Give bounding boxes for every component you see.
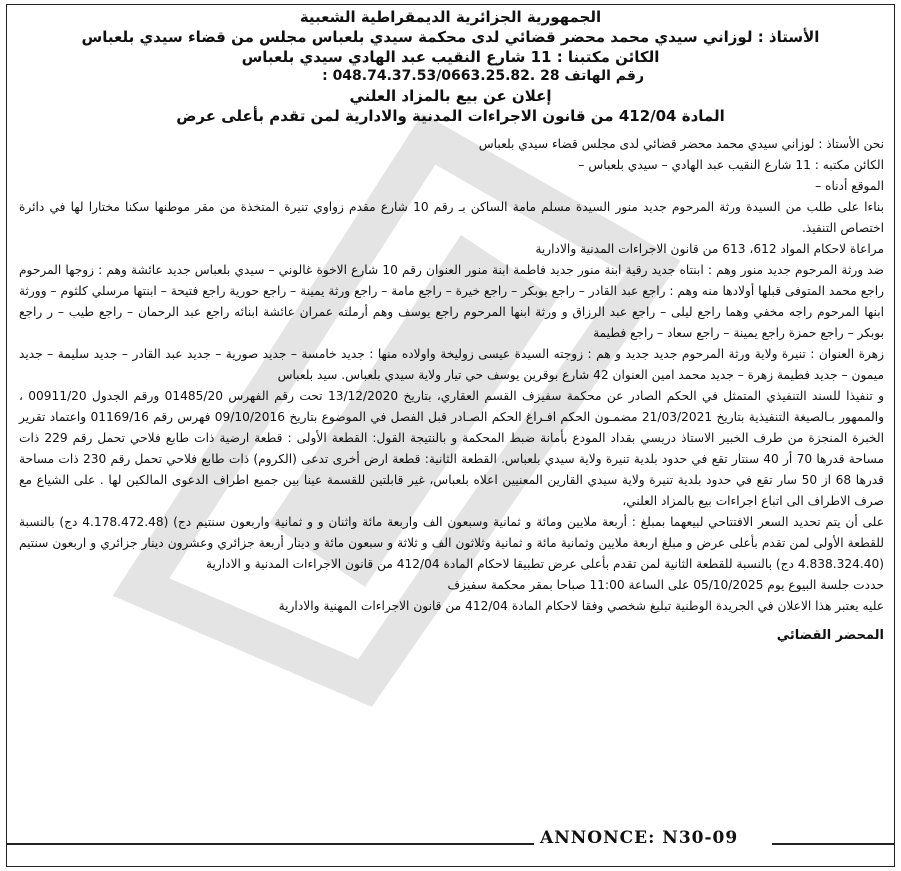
signature: المحضر القضائي [776, 627, 884, 643]
body-paragraph: حددت جلسة البيوع يوم 05/10/2025 على الساعة 11:00 صباحا بمقر محكمة سفيزف [447, 577, 884, 592]
body-paragraph: زهرة العنوان : تنيرة ولاية ورثة المرحوم جديد جديد و هم : زوجته السيدة عيسى زوليخة واولاده منها : جديد خامسة – جديد صورية – جديد عبد القادر – جديد سليمة – جديد ميمون – جديد فطيمة زهرة – جديد محمد امين العنوان 42 شارع بوقرين يوسف حي تيار ولاية سيدي بلعباس. سيد بلعباس [19, 347, 884, 383]
footer-rule-right [772, 843, 895, 845]
notice-title: إعلان عن بيع بالمزاد العلني [349, 87, 552, 106]
footer-rule-left [6, 843, 534, 845]
body-paragraph: عليه يعتبر هذا الاعلان في الجريدة الوطنية تبليغ شخصي وفقا لاحكام المادة 412/04 من قانون الاجراءات المهنية والادارية [278, 598, 884, 613]
office-address: الكائن مكتبنا : 11 شارع النقيب عبد الهادي سيدي بلعباس [241, 48, 660, 67]
body-paragraph: و تنفيذا للسند التنفيذي المتمثل في الحكم الصادر عن محكمة سفيزف القسم العقاري، بتاريخ 13/12/2020 تحت رقم الفهرس 01485/20 ورقم الجدول 00911/20 ، والممهور بـالصيغة التنفيذية بتاريخ 21/03/2021 مضمـون الحكم افـراغ الحكم الصـادر قبل الفصل في الموضوع بتاريخ 09/10/2016 فهرس رقم 01169/16 واعتماد تقرير الخبرة المنجزة من طرف الخبير الاستاذ دريسي بقداد المودع بأمانة ضبط المحكمة و بالنتيجة القول: القطعة الأولى : قطعة ارضية ذات طابع فلاحي تحمل رقم 229 ذات مساحة قدرها 70 أر 40 سنتار تقع في حدود بلدية تنيرة ولاية سيدي بلعباس. القطعة الثانية: قطعة ارض أخرى تدعى (الكروم) ذات طابع فلاحي تحمل رقم 230 ذات مساحة قدرها 68 از 50 سار تقع في حدود بلدية تنيرة ولاية سيدي القارين المعنيين اعلاه بلعباس، غير قابلتين للقسمة عينا بين جميع اطراف الدعوى المالكين لها . على الشياع مع صرف الاطراف الى اتباع اجراءات بيع بالمزاد العلني، [19, 389, 885, 508]
law-reference: المادة 412/04 من قانون الاجراءات المدنية والادارية لمن تقدم بأعلى عرض [176, 107, 725, 126]
body-paragraph: الكائن مكتبه : 11 شارع النقيب عبد الهادي – سيدي بلعباس – [578, 158, 884, 173]
phone-line: رقم الهاتف 28 .048.74.37.53/0663.25.82 : [322, 68, 644, 85]
notice-header [7, 5, 894, 126]
body-paragraph: على أن يتم تحديد السعر الافتتاحي لبيعهما بمبلغ : أربعة ملايين ومائة و ثمانية وسبعون الف واربعة مائة واثنان و و ثمانية واربعون سنتيم دج) (4.178.472.48 دج) بالنسبة للقطعة الأولى لمن تقدم بأعلى عرض و مبلغ اربعة ملايين وثمانية مائة و ثمانية وثلاثون الف و ثلاثة و سبعون مائة و دينار أربعة جزائري وعشرون دينار جزائري و اربعون سنتيم (4.838.324.40 دج) بالنسبة للقطعة الثانية لمن تقدم بأعلى عرض تطبيقا لاحكام المادة 412/04 من قانون الاجراءات المدنية و الادارية [19, 514, 884, 571]
notice-body [7, 126, 894, 647]
body-paragraph: مراعاة لاحكام المواد 612، 613 من قانون الاجراءات المدنية والادارية [535, 242, 884, 257]
republic-title: الجمهورية الجزائرية الديمقراطية الشعبية [299, 8, 602, 26]
bailiff-line: الأستاذ : لوزاني سيدي محمد محضر قضائي لدى محكمة سيدي بلعباس مجلس من قضاء سيدي بلعباس [81, 28, 820, 47]
body-paragraph: الموقع أدناه – [815, 179, 884, 194]
body-paragraph: بناءا على طلب من السيدة ورثة المرحوم جديد منور السيدة مسلم مامة الساكن بـ رقم 10 شارع مقدم زواوي تنيرة المتخذة من مقر موطنها سكنا مختارا لها في دائرة اختصاص التنفيذ. [19, 200, 884, 236]
legal-notice [6, 4, 895, 867]
annonce-number: ANNONCE: N30-09 [540, 828, 739, 848]
body-paragraph: ضد ورثة المرحوم جديد منور وهم : ابنتاه جديد رقية ابنة منور جديد فاطمة ابنة منور العنوان رقم 10 شارع الاخوة غالوني – سيدي بلعباس جديد عائشة وهم : زوجها المرحوم راجع محمد المتوفى قبلها أولادها منه وهم : راجع عبد القادر – راجع بوبكر – راجع خيرة – راجع مامة – راجع ورثة يمينة – راجع حورية راجع فتيحة – ابنتها مرسلي كلثوم – وورثة ابنها المرحوم راجه مخفي وهما راجع ليلى – راجع عبد الرزاق و ورثة ابنها المرحوم راجع يوسف وهم أرملته عمران عائشة ابنائه راجع عبد الرحمان – راجع طيب – ر راجع بوبكر – راجع حمزة راجع يمينة – راجع سعاد – راجع فطيمة [19, 263, 885, 341]
body-paragraph: نحن الأستاذ : لوزاني سيدي محمد محضر قضائي لدى مجلس قضاء سيدي بلعباس [478, 137, 884, 152]
